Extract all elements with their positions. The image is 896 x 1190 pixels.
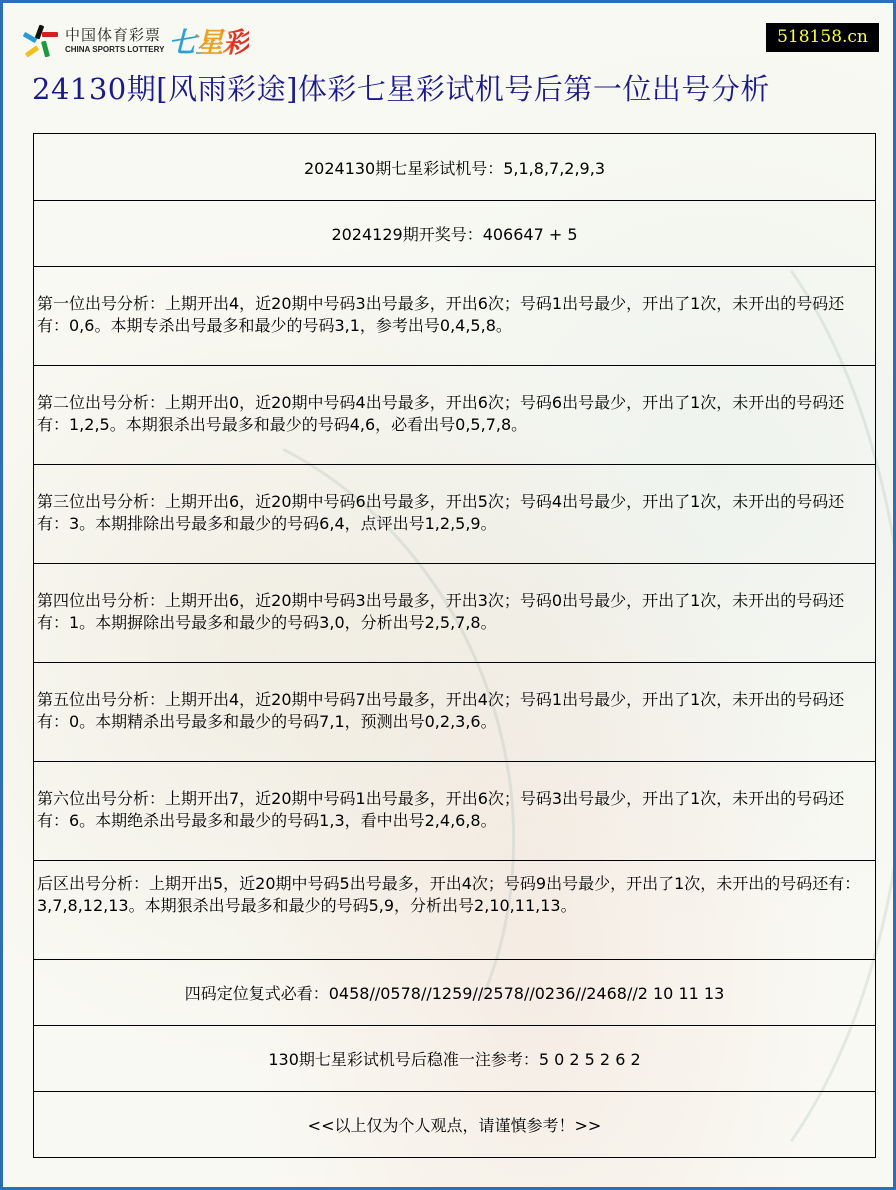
draw-result-text: 2024129期开奖号：406647 + 5: [331, 225, 578, 244]
header: [3, 3, 893, 128]
four-code-position-text: 四码定位复式必看：0458//0578//1259//2578//0236//2468//2 10 11 13: [184, 984, 725, 1003]
position-1-analysis-row: [34, 266, 875, 365]
china-sports-lottery-star-icon: [21, 23, 59, 59]
disclaimer-text: <<以上仅为个人观点，请谨慎参考！>>: [307, 1116, 602, 1135]
analysis-table: [33, 133, 876, 1158]
draw-result-row: [34, 200, 875, 266]
lottery-logo: [21, 21, 249, 61]
position-2-analysis-row: [34, 365, 875, 464]
position-1-analysis-text: 第一位出号分析：上期开出4，近20期中号码3出号最多，开出6次；号码1出号最少，开出了1次，未开出的号码还有：0,6。本期专杀出号最多和最少的号码3,1，参考出号0,4,5,8。: [37, 294, 845, 335]
four-code-position-row: [34, 959, 875, 1025]
recommended-ticket-text: 130期七星彩试机号后稳准一注参考：5 0 2 5 2 6 2: [268, 1050, 641, 1069]
position-3-analysis-text: 第三位出号分析：上期开出6，近20期中号码6出号最多，开出5次；号码4出号最少，开出了1次，未开出的号码还有：3。本期排除出号最多和最少的号码6,4，点评出号1,2,5,9。: [37, 492, 845, 533]
position-6-analysis-text: 第六位出号分析：上期开出7，近20期中号码1出号最多，开出6次；号码3出号最少，开出了1次，未开出的号码还有：6。本期绝杀出号最多和最少的号码1,3，看中出号2,4,6,8。: [37, 789, 845, 830]
logo-english-text: CHINA SPORTS LOTTERY: [65, 45, 165, 54]
logo-chinese-text: 中国体育彩票: [65, 26, 162, 44]
position-4-analysis-text: 第四位出号分析：上期开出6，近20期中号码3出号最多，开出3次；号码0出号最少，开出了1次，未开出的号码还有：1。本期摒除出号最多和最少的号码3,0，分析出号2,5,7,8。: [37, 591, 845, 632]
trial-number-text: 2024130期七星彩试机号：5,1,8,7,2,9,3: [303, 158, 606, 178]
page-title: 24130期[风雨彩途]体彩七星彩试机号后第一位出号分析: [32, 72, 770, 106]
product-name: 七星彩: [168, 21, 249, 61]
position-5-analysis-row: [34, 662, 875, 761]
back-zone-analysis-text: 后区出号分析：上期开出5，近20期中号码5出号最多，开出4次；号码9出号最少，开出了1次，未开出的号码还有：3,7,8,12,13。本期狠杀出号最多和最少的号码5,9，分析出号2,10,11,13。: [37, 874, 861, 915]
position-6-analysis-row: [34, 761, 875, 860]
position-5-analysis-text: 第五位出号分析：上期开出4，近20期中号码7出号最多，开出4次；号码1出号最少，开出了1次，未开出的号码还有：0。本期精杀出号最多和最少的号码7,1，预测出号0,2,3,6。: [37, 690, 845, 731]
position-4-analysis-row: [34, 563, 875, 662]
recommended-ticket-row: [34, 1025, 875, 1091]
disclaimer-row: [34, 1091, 875, 1157]
back-zone-analysis-row: [34, 860, 875, 959]
position-2-analysis-text: 第二位出号分析：上期开出0，近20期中号码4出号最多，开出6次；号码6出号最少，开出了1次，未开出的号码还有：1,2,5。本期狠杀出号最多和最少的号码4,6，必看出号0,5,7,8。: [37, 393, 845, 434]
trial-number-row: [34, 134, 875, 200]
position-3-analysis-row: [34, 464, 875, 563]
site-badge[interactable]: 518158.cn: [766, 23, 879, 52]
